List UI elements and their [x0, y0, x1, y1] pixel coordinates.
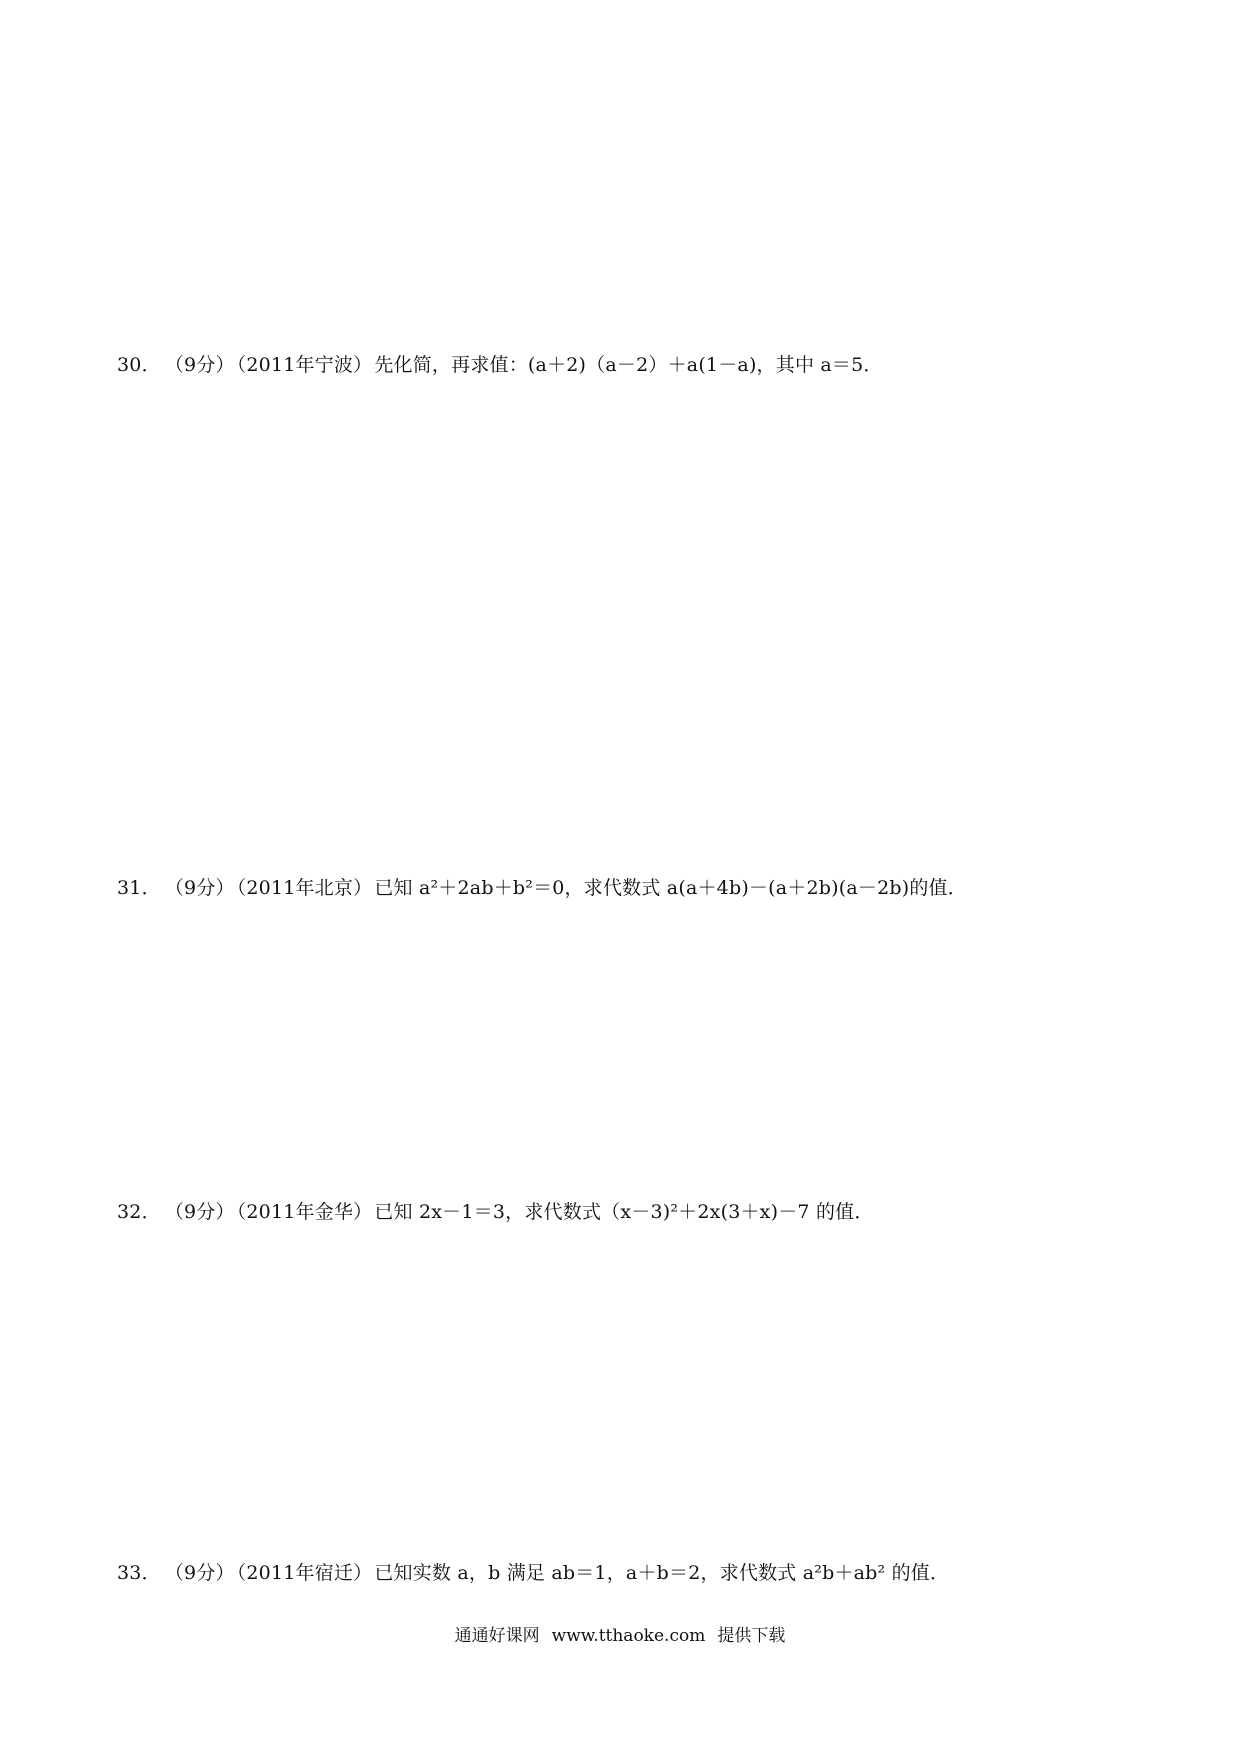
question-32: [117, 1199, 874, 1225]
question-33: [117, 1560, 949, 1586]
footer-url[interactable]: www.tthaoke.com: [551, 1626, 706, 1646]
question-points: （9分）: [164, 1201, 235, 1223]
question-text: 已知实数 a，b 满足 ab＝1，a＋b＝2，求代数式 a²b＋ab² 的值．: [374, 1562, 950, 1584]
question-number: 30．: [117, 354, 161, 376]
question-source: （2011年金华）: [236, 1201, 373, 1223]
question-31: [117, 875, 967, 901]
question-number: 33．: [117, 1562, 161, 1584]
question-source: （2011年宿迁）: [236, 1562, 373, 1584]
question-text: 已知 2x－1＝3，求代数式（x－3)²＋2x(3＋x)－7 的值．: [374, 1201, 874, 1223]
question-number: 32．: [117, 1201, 161, 1223]
question-points: （9分）: [164, 1562, 235, 1584]
page-footer: [0, 1624, 1240, 1648]
footer-site-name: 通通好课网: [454, 1626, 540, 1646]
footer-suffix: 提供下载: [717, 1626, 786, 1646]
question-points: （9分）: [164, 354, 235, 376]
question-30: [117, 352, 883, 378]
question-text: 先化简，再求值：(a＋2)（a－2）＋a(1－a)，其中 a＝5．: [374, 354, 883, 376]
question-number: 31．: [117, 877, 161, 899]
question-points: （9分）: [164, 877, 235, 899]
question-source: （2011年宁波）: [236, 354, 373, 376]
question-source: （2011年北京）: [236, 877, 373, 899]
question-text: 已知 a²＋2ab＋b²＝0，求代数式 a(a＋4b)－(a＋2b)(a－2b)的值．: [374, 877, 967, 899]
